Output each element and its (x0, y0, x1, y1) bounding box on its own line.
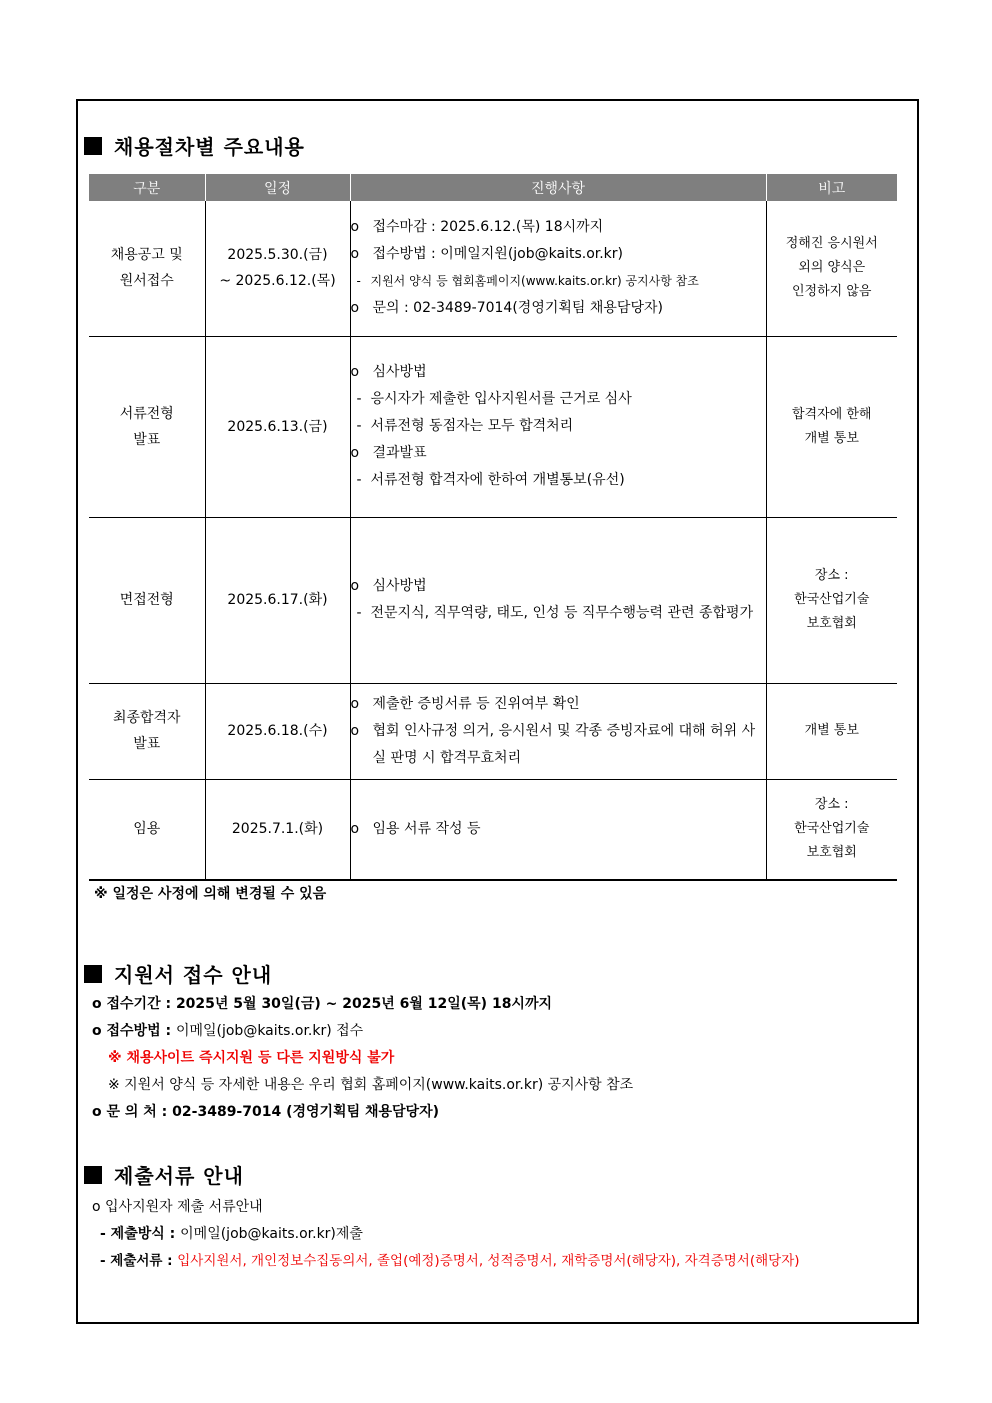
application-contact: o 문 의 처 : 02-3489-7014 (경영기획팀 채용담당자) (92, 1104, 439, 1120)
table-row (89, 779, 897, 880)
note-cell: 장소 : 한국산업기술 보호협회 (766, 517, 897, 683)
stage-cell: 면접전형 (89, 517, 205, 683)
section-title-application: 지원서 접수 안내 (84, 959, 272, 988)
table-row (89, 336, 897, 517)
documents-list: - 제출서류 : 입사지원서, 개인정보수집동의서, 졸업(예정)증명서, 성적증명서, 재학증명서(해당자), 자격증명서(해당자) (100, 1253, 800, 1269)
stage-cell: 서류전형 발표 (89, 336, 205, 517)
header-note: 비고 (766, 174, 897, 201)
section-title-procedure: 채용절차별 주요내용 (84, 131, 305, 160)
header-details: 진행사항 (350, 174, 766, 201)
details-cell: o 심사방법 - 전문지식, 직무역량, 태도, 인성 등 직무수행능력 관련 종합평가 (350, 517, 766, 683)
stage-cell: 채용공고 및 원서접수 (89, 201, 205, 336)
application-method: o 접수방법 : 이메일(job@kaits.or.kr) 접수 (92, 1023, 364, 1039)
date-cell: 2025.6.13.(금) (205, 336, 350, 517)
documents-info (92, 1194, 800, 1275)
table-row (89, 683, 897, 779)
table-header-row (89, 174, 897, 201)
date-cell: 2025.7.1.(화) (205, 779, 350, 880)
application-period: o 접수기간 : 2025년 5월 30일(금) ~ 2025년 6월 12일(목) 18시까지 (92, 996, 553, 1012)
details-cell: o 접수마감 : 2025.6.12.(목) 18시까지 o 접수방법 : 이메일지원(job@kaits.or.kr) - 지원서 양식 등 협회홈페이지(www.kaits.or.kr) 공지사항 참조 o 문의 : 02-3489-7014(경영기획팀 채용담당자) (350, 201, 766, 336)
section-title-documents: 제출서류 안내 (84, 1160, 244, 1189)
header-stage: 구분 (89, 174, 205, 201)
note-cell: 합격자에 한해 개별 통보 (766, 336, 897, 517)
details-cell: o 제출한 증빙서류 등 진위여부 확인 o 협회 인사규정 의거, 응시원서 및 각종 증빙자료에 대해 허위 사실 판명 시 합격무효처리 (350, 683, 766, 779)
date-cell: 2025.5.30.(금) ~ 2025.6.12.(목) (205, 201, 350, 336)
details-cell: o 심사방법 - 응시자가 제출한 입사지원서를 근거로 심사 - 서류전형 동점자는 모두 합격처리 o 결과발표 - 서류전형 합격자에 한하여 개별통보(유선) (350, 336, 766, 517)
header-date: 일정 (205, 174, 350, 201)
date-cell: 2025.6.17.(화) (205, 517, 350, 683)
schedule-table (89, 174, 897, 881)
application-info (92, 991, 633, 1126)
note-cell: 장소 : 한국산업기술 보호협회 (766, 779, 897, 880)
date-cell: 2025.6.18.(수) (205, 683, 350, 779)
note-cell: 개별 통보 (766, 683, 897, 779)
square-bullet-icon (84, 1166, 102, 1184)
square-bullet-icon (84, 965, 102, 983)
stage-cell: 임용 (89, 779, 205, 880)
documents-intro: o 입사지원자 제출 서류안내 (92, 1199, 263, 1215)
table-row (89, 517, 897, 683)
table-row (89, 201, 897, 336)
application-warning: ※ 채용사이트 즉시지원 등 다른 지원방식 불가 (108, 1050, 395, 1066)
application-info-note: ※ 지원서 양식 등 자세한 내용은 우리 협회 홈페이지(www.kaits.or.kr) 공지사항 참조 (108, 1077, 634, 1093)
stage-cell: 최종합격자 발표 (89, 683, 205, 779)
details-cell: o 임용 서류 작성 등 (350, 779, 766, 880)
documents-method: - 제출방식 : 이메일(job@kaits.or.kr)제출 (100, 1226, 363, 1242)
square-bullet-icon (84, 137, 102, 155)
note-cell: 정해진 응시원서 외의 양식은 인정하지 않음 (766, 201, 897, 336)
schedule-notice: ※ 일정은 사정에 의해 변경될 수 있음 (94, 886, 327, 902)
